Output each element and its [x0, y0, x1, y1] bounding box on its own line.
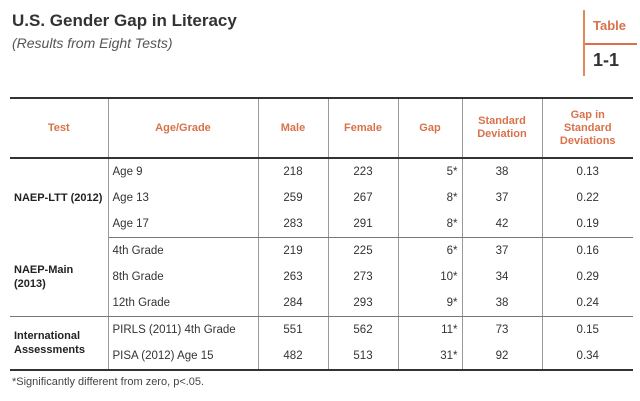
gap-sd-cell: 0.15: [576, 324, 599, 336]
female-cell: 223: [328, 158, 398, 185]
gap-cell: 5*: [398, 158, 462, 185]
sd-cell: 38: [462, 158, 542, 185]
page-subtitle: (Results from Eight Tests): [12, 35, 173, 51]
female-cell: 225: [328, 238, 398, 265]
column-header-gap-in-sd: Gap in Standard Deviations: [542, 98, 633, 158]
age-grade-cell: Age 13: [108, 185, 258, 211]
page-title: U.S. Gender Gap in Literacy: [12, 11, 237, 30]
gap-sd-cell: 0.24: [542, 290, 633, 317]
age-grade-cell: PISA (2012) Age 15: [108, 343, 258, 370]
table-tag-label: Table: [593, 18, 626, 33]
gap-sd-cell: 0.34: [542, 343, 633, 370]
gap-sd-cell: 0.16: [576, 245, 599, 257]
gap-cell: 8*: [398, 211, 462, 238]
male-cell: 284: [258, 290, 328, 317]
test-name-cell: NAEP-LTT (2012): [10, 158, 108, 238]
sd-cell: 92: [462, 343, 542, 370]
age-grade-cell: 4th Grade: [108, 238, 258, 265]
female-cell: 562: [328, 317, 398, 344]
female-cell: 293: [328, 290, 398, 317]
sd-cell: 37: [462, 238, 542, 265]
gap-cell: 31*: [398, 343, 462, 370]
gap-cell: 10*: [398, 264, 462, 290]
literacy-gap-table: [10, 97, 633, 371]
column-header-male: Male: [258, 98, 328, 158]
gap-sd-cell: 0.22: [576, 192, 599, 204]
column-header-standard-deviation: Standard Deviation: [462, 98, 542, 158]
male-cell: 259: [258, 185, 328, 211]
sd-cell: 73: [462, 317, 542, 344]
age-grade-cell: Age 17: [108, 211, 258, 238]
female-cell: 291: [328, 211, 398, 238]
male-cell: 551: [258, 317, 328, 344]
female-cell: 513: [328, 343, 398, 370]
table-header-row: [10, 98, 633, 158]
test-name-cell: NAEP-Main (2013): [10, 238, 108, 317]
gap-cell: 11*: [398, 317, 462, 344]
gap-sd-cell: 0.29: [576, 271, 599, 283]
sd-cell: 38: [462, 290, 542, 317]
column-header-age-grade: Age/Grade: [108, 98, 258, 158]
sd-cell: 34: [462, 264, 542, 290]
male-cell: 218: [258, 158, 328, 185]
table-row: [10, 158, 633, 185]
footnote: *Significantly different from zero, p<.05.: [12, 376, 205, 388]
male-cell: 283: [258, 211, 328, 238]
sd-cell: 37: [462, 185, 542, 211]
female-cell: 267: [328, 185, 398, 211]
age-grade-cell: PIRLS (2011) 4th Grade: [108, 317, 258, 344]
male-cell: 263: [258, 264, 328, 290]
male-cell: 219: [258, 238, 328, 265]
gap-cell: 8*: [398, 185, 462, 211]
table-tag-divider: [585, 43, 637, 45]
age-grade-cell: 12th Grade: [108, 290, 258, 317]
age-grade-cell: Age 9: [108, 158, 258, 185]
male-cell: 482: [258, 343, 328, 370]
gap-sd-cell: 0.13: [576, 166, 599, 178]
female-cell: 273: [328, 264, 398, 290]
column-header-female: Female: [328, 98, 398, 158]
gap-cell: 9*: [398, 290, 462, 317]
gap-cell: 6*: [398, 238, 462, 265]
gap-sd-cell: 0.19: [542, 211, 633, 238]
column-header-gap: Gap: [398, 98, 462, 158]
table-tag: [583, 10, 637, 76]
column-header-test: Test: [10, 98, 108, 158]
table-row: [10, 238, 633, 265]
table-tag-number: 1-1: [593, 50, 620, 70]
table-row: [10, 317, 633, 344]
test-name-cell: International Assessments: [10, 317, 108, 371]
sd-cell: 42: [462, 211, 542, 238]
age-grade-cell: 8th Grade: [108, 264, 258, 290]
